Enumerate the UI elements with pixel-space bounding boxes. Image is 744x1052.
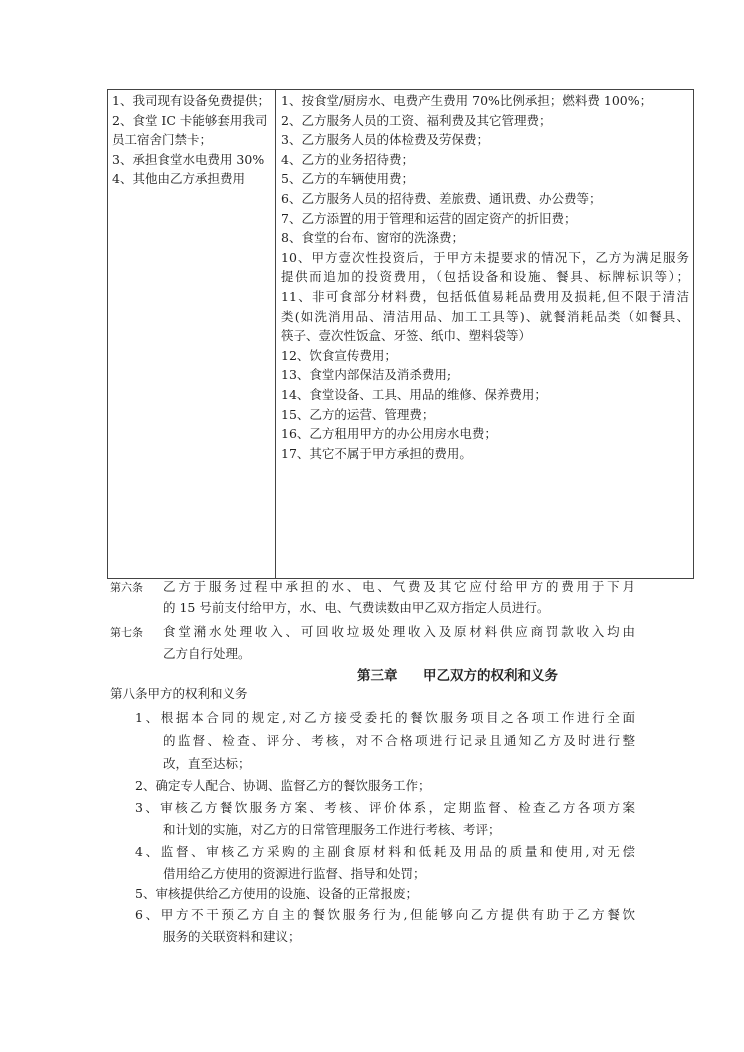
table-right-line: 5、乙方的车辆使用费； [281, 171, 414, 187]
table-right-line: 4、乙方的业务招待费； [281, 151, 414, 167]
table-right-line: 10、甲方壹次性投资后，于甲方未提要求的情况下，乙方为满足服务 [281, 249, 689, 265]
article-7-line: 乙方自行处理。 [163, 646, 251, 661]
article-8-line: 4、监督、审核乙方采购的主副食原材料和低耗及用品的质量和使用,对无偿 [135, 844, 635, 859]
table-right-line: 16、乙方租用甲方的办公用房水电费； [281, 426, 497, 442]
article-8-line: 借用给乙方使用的资源进行监督、指导和处罚； [163, 866, 426, 881]
table-right-line: 8、食堂的台布、窗帘的洗涤费； [281, 230, 464, 246]
article-8-line: 6、甲方不干预乙方自主的餐饮服务行为,但能够向乙方提供有助于乙方餐饮 [135, 907, 635, 922]
article-8-line: 3、审核乙方餐饮服务方案、考核、评价体系，定期监督、检查乙方各项方案 [135, 800, 635, 815]
table-right-line: 17、其它不属于甲方承担的费用。 [281, 445, 472, 461]
table-right-line: 14、食堂设备、工具、用品的维修、保养费用； [281, 387, 547, 402]
table-right-line: 12、饮食宣传费用； [281, 347, 397, 363]
table-right-line: 7、乙方添置的用于管理和运营的固定资产的折旧费； [281, 210, 577, 226]
article-8-line: 1、根据本合同的规定,对乙方接受委托的餐饮服务项目之各项工作进行全面 [135, 710, 635, 725]
table-right-line: 13、食堂内部保洁及消杀费用; [281, 367, 452, 383]
table-right-line: 3、乙方服务人员的体检费及劳保费； [281, 132, 489, 148]
table-right-line: 类(如洗消用品、清洁用品、加工工具等)、就餐消耗品类（如餐具、 [281, 308, 689, 324]
article-8-line: 5、审核提供给乙方使用的设施、设备的正常报废； [135, 886, 418, 901]
article-6-label: 第六条 [110, 581, 143, 594]
table-right-line: 11、非可食部分材料费，包括低值易耗品费用及损耗,但不限于清洁 [281, 289, 689, 304]
chapter-number: 第三章 [357, 668, 398, 684]
article-6-line: 乙方于服务过程中承担的水、电、气费及其它应付给甲方的费用于下月 [163, 579, 635, 594]
article-8-line: 2、确定专人配合、协调、监督乙方的餐饮服务工作； [135, 778, 431, 793]
article-8-heading: 第八条甲方的权利和义务 [110, 686, 248, 701]
table-right-line: 15、乙方的运营、管理费； [281, 406, 435, 422]
column-divider [275, 90, 276, 578]
article-7-label: 第七条 [110, 626, 143, 639]
article-8-line: 改，直至达标； [163, 756, 251, 771]
table-right-line: 1、按食堂/厨房水、电费产生费用 70%比例承担；燃料费 100%； [281, 93, 653, 108]
table-left-line: 1、我司现有设备免费提供； [112, 93, 270, 108]
table-right-line: 2、乙方服务人员的工资、福利费及其它管理费； [281, 112, 552, 128]
table-left-line: 4、其他由乙方承担费用 [112, 171, 245, 187]
table-left-line: 2、食堂 IC 卡能够套用我司 [112, 112, 268, 128]
table-left-line: 员工宿舍门禁卡； [112, 132, 213, 148]
table-left-line: 3、承担食堂水电费用 30% [112, 151, 265, 167]
table-right-line: 提供而追加的投资费用，（包括设备和设施、餐具、标牌标识等）； [281, 269, 689, 285]
expense-table [107, 89, 694, 579]
chapter-title: 甲乙双方的权利和义务 [423, 668, 558, 684]
article-8-line: 服务的关联资料和建议； [163, 929, 301, 944]
article-8-line: 的监督、检查、评分、考核，对不合格项进行记录且通知乙方及时进行整 [163, 733, 635, 748]
table-right-line: 筷子、壹次性饭盒、牙签、纸巾、塑料袋等） [281, 328, 532, 344]
article-6-line: 的 15 号前支付给甲方，水、电、气费读数由甲乙双方指定人员进行。 [163, 600, 550, 615]
table-right-line: 6、乙方服务人员的招待费、差旅费、通讯费、办公费等； [281, 191, 602, 206]
article-8-line: 和计划的实施，对乙方的日常管理服务工作进行考核、考评； [163, 822, 501, 837]
article-7-line: 食堂潲水处理收入、可回收垃圾处理收入及原材料供应商罚款收入均由 [163, 624, 635, 639]
